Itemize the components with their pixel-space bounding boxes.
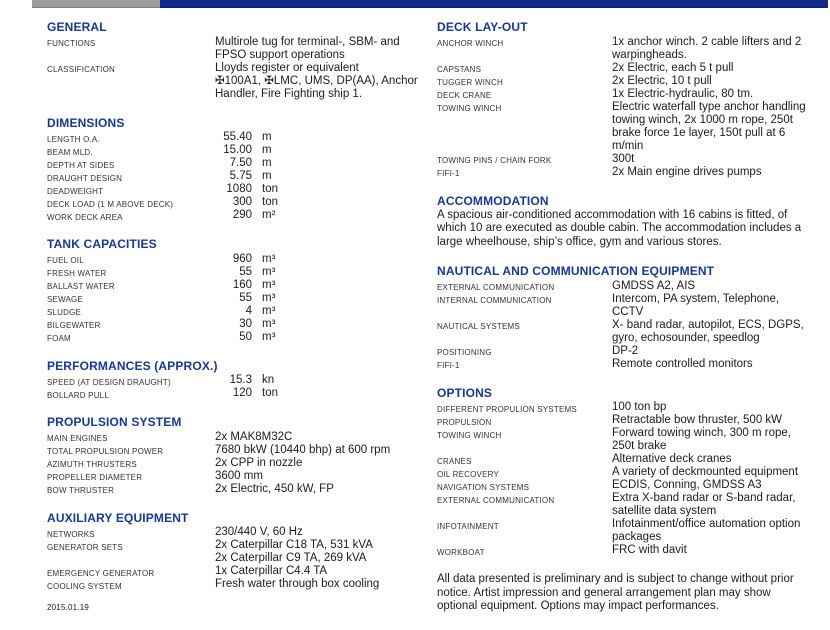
paragraph: [437, 573, 822, 613]
spec-label: INFOTAINMENT: [437, 521, 499, 531]
spec-label: SEWAGE: [47, 295, 84, 304]
spec-number: 55.40: [223, 131, 252, 143]
spec-value-line: Infotainment/office automation option: [612, 518, 801, 531]
section-title: ACCOMMODATION: [437, 193, 549, 208]
spec-label: BALLAST WATER: [47, 282, 115, 291]
spec-value: [612, 293, 779, 319]
section-title: GENERAL: [47, 20, 107, 34]
spec-row: [437, 62, 822, 75]
spec-row: [47, 157, 420, 170]
spec-row: [437, 544, 822, 557]
spec-row: [47, 387, 420, 400]
spec-number: 50: [239, 330, 252, 343]
spec-unit: m: [262, 144, 272, 156]
paragraph-line: notice. Artist impression and general arrangement plan may show: [437, 586, 771, 599]
spec-value-line: Multirole tug for terminal-, SBM- and: [215, 35, 400, 48]
spec-label: BOLLARD PULL: [47, 390, 109, 400]
spec-value-line: ✠100A1, ✠LMC, UMS, DP(AA), Anchor: [215, 74, 418, 87]
spec-value: [215, 483, 334, 496]
spec-value: [215, 36, 400, 62]
spec-value-line: 7680 bkW (10440 bhp) at 600 rpm: [215, 443, 391, 456]
spec-value: [612, 88, 753, 101]
spec-value-line: packages: [612, 531, 662, 544]
spec-row: [437, 319, 822, 345]
spec-value: [612, 36, 801, 62]
spec-value-line: Handler, Fire Fighting ship 1.: [215, 87, 363, 100]
spec-number: 5.75: [229, 170, 252, 182]
paragraph-line: All data presented is preliminary and is subject to change without prior: [437, 573, 794, 586]
section-dimensions: [47, 117, 420, 223]
spec-value: [612, 345, 638, 358]
spec-label: BOW THRUSTER: [47, 486, 115, 495]
spec-number: 55: [239, 291, 252, 304]
spec-number: 30: [239, 317, 252, 330]
spec-value: [612, 518, 800, 544]
spec-value-line: ECDIS, Conning, GMDSS A3: [612, 479, 762, 492]
spec-value-line: brake force 1e layer, 150t pull at 6: [612, 126, 786, 139]
spec-value-line: Forward towing winch, 300 m rope,: [612, 427, 791, 440]
spec-label: DECK LOAD (1 M ABOVE DECK): [47, 199, 174, 209]
spec-label: CRANES: [437, 456, 472, 466]
section-title: PROPULSION SYSTEM: [47, 415, 182, 429]
spec-value-line: 250t brake: [612, 440, 667, 453]
spec-value-line: 2x CPP in nozzle: [215, 456, 303, 469]
spec-label: AZIMUTH THRUSTERS: [47, 460, 137, 469]
spec-row: [47, 36, 420, 62]
paragraph: [437, 209, 822, 249]
spec-unit: m²: [262, 209, 276, 221]
spec-row: [47, 279, 420, 292]
spec-unit: m: [262, 157, 272, 169]
spec-unit: m³: [262, 291, 276, 304]
spec-row: [437, 293, 822, 319]
spec-row: [437, 88, 822, 101]
spec-row: [47, 565, 420, 578]
spec-value-line: 2x MAK8M32C: [215, 430, 293, 443]
spec-label: OIL RECOVERY: [437, 469, 499, 479]
spec-value-line: 1x Electric-hydraulic, 80 tm.: [612, 87, 754, 100]
spec-value: [612, 153, 634, 166]
spec-content: [47, 21, 822, 629]
spec-label: SPEED (AT DESIGN DRAUGHT): [47, 377, 171, 387]
spec-value-line: 1x Caterpillar C4.4 TA: [215, 565, 328, 577]
spec-unit: m: [262, 131, 272, 143]
spec-value-line: A variety of deckmounted equipment: [612, 466, 799, 479]
spec-value: [215, 526, 303, 539]
spec-unit: ton: [262, 196, 278, 208]
spec-row: [437, 280, 822, 293]
section-deck-lay-out: [437, 21, 822, 179]
spec-number: 960: [232, 252, 252, 265]
section-title: DIMENSIONS: [47, 115, 125, 130]
spec-value: [612, 453, 732, 466]
spec-label: DRAUGHT DESIGN: [47, 173, 123, 183]
spec-label: SLUDGE: [47, 308, 82, 317]
spec-label: ANCHOR WINCH: [437, 39, 504, 48]
spec-value: [612, 544, 687, 557]
spec-label: NETWORKS: [47, 529, 95, 539]
spec-unit: ton: [262, 387, 278, 399]
spec-value-line: 2x Electric, each 5 t pull: [612, 61, 734, 74]
spec-row: [437, 101, 822, 153]
spec-row: [437, 466, 822, 479]
paragraph-line: optional equipment. Options may impact performances.: [437, 600, 719, 613]
spec-value: [215, 62, 418, 101]
spec-row: [47, 578, 420, 591]
spec-label: DECK CRANE: [437, 91, 492, 100]
section-auxiliary-equipment: [47, 512, 420, 592]
spec-label: TOTAL PROPULSION POWER: [47, 447, 164, 456]
spec-row: [47, 483, 420, 496]
section-performances-approx: [47, 360, 420, 401]
spec-row: [437, 401, 822, 414]
section-propulsion-system: [47, 416, 420, 496]
spec-value-line: X- band radar, autopilot, ECS, DGPS,: [612, 318, 804, 331]
spec-value-line: Electric waterfall type anchor handling: [612, 100, 806, 113]
section-title: DECK LAY-OUT: [437, 20, 528, 34]
spec-value: [215, 565, 327, 578]
section-title: PERFORMANCES (APPROX.): [47, 358, 218, 373]
spec-row: [437, 414, 822, 427]
section-nautical-and-communication-equipment: [437, 265, 822, 371]
spec-label: MAIN ENGINES: [47, 434, 108, 443]
spec-label: COOLING SYSTEM: [47, 581, 122, 591]
top-bar-gray-segment: [32, 0, 160, 8]
spec-value-line: GMDSS A2, AIS: [612, 279, 696, 292]
spec-value-line: 1x anchor winch. 2 cable lifters and 2: [612, 35, 802, 48]
spec-row: [47, 526, 420, 539]
spec-row: [437, 479, 822, 492]
spec-row: [47, 131, 420, 144]
spec-number: 300: [232, 196, 252, 208]
top-accent-bar: [32, 0, 828, 8]
spec-row: [47, 144, 420, 157]
spec-label: FUNCTIONS: [47, 39, 96, 48]
spec-value: [215, 431, 292, 444]
spec-row: [437, 75, 822, 88]
spec-row: [47, 170, 420, 183]
spec-row: [47, 331, 420, 344]
spec-label: FIFI-1: [437, 169, 460, 178]
spec-label: POSITIONING: [437, 348, 492, 358]
spec-label: EXTERNAL COMMUNICATION: [437, 495, 555, 505]
spec-value: [612, 414, 782, 427]
right-column: [437, 21, 822, 629]
spec-unit: m³: [262, 278, 276, 291]
section-tank-capacities: [47, 238, 420, 344]
spec-label: TOWING WINCH: [437, 104, 502, 113]
spec-row: [47, 292, 420, 305]
spec-value: [612, 166, 762, 179]
spec-value: [215, 444, 390, 457]
spec-row: [437, 492, 822, 518]
left-column: [47, 21, 420, 629]
spec-label: FUEL OIL: [47, 256, 84, 265]
spec-value-line: warpingheads.: [612, 48, 687, 61]
spec-label: EMERGENCY GENERATOR: [47, 568, 155, 578]
spec-number: 4: [245, 304, 252, 317]
spec-value-line: CCTV: [612, 305, 644, 318]
top-bar-navy-segment: [160, 0, 828, 8]
spec-label: BEAM MLD.: [47, 147, 93, 157]
spec-row: [47, 539, 420, 565]
spec-value: [612, 75, 712, 88]
spec-row: [47, 253, 420, 266]
spec-unit: kn: [262, 374, 275, 386]
spec-value: [612, 358, 753, 371]
spec-label: CLASSIFICATION: [47, 65, 115, 74]
spec-label: PROPELLER DIAMETER: [47, 473, 143, 482]
spec-row: [47, 183, 420, 196]
spec-value-line: Lloyds register or equivalent: [215, 61, 359, 74]
spec-label: DEPTH AT SIDES: [47, 160, 115, 170]
spec-value-line: DP-2: [612, 344, 639, 357]
spec-row: [47, 196, 420, 209]
spec-value-line: FRC with davit: [612, 544, 687, 557]
spec-row: [47, 431, 420, 444]
spec-value-line: towing winch, 2x 1000 m rope, 250t: [612, 113, 793, 126]
spec-row: [47, 318, 420, 331]
spec-number: 7.50: [229, 157, 252, 169]
spec-number: 15.3: [229, 374, 252, 386]
spec-row: [47, 266, 420, 279]
spec-label: NAUTICAL SYSTEMS: [437, 322, 520, 332]
spec-row: [47, 374, 420, 387]
spec-row: [437, 453, 822, 466]
spec-value-line: 2x Caterpillar C9 TA, 269 kVA: [215, 552, 367, 564]
spec-label: INTERNAL COMMUNICATION: [437, 296, 552, 306]
spec-row: [47, 457, 420, 470]
spec-value: [612, 479, 762, 492]
spec-unit: m³: [262, 252, 276, 265]
spec-value-line: FPSO support operations: [215, 48, 345, 61]
spec-number: 1080: [226, 183, 252, 195]
spec-row: [437, 358, 822, 371]
spec-value: [612, 427, 791, 453]
spec-label: WORKBOAT: [437, 547, 485, 557]
spec-row: [437, 153, 822, 166]
spec-value-line: satellite data system: [612, 505, 717, 518]
spec-row: [47, 444, 420, 457]
spec-value: [215, 578, 379, 591]
spec-unit: m³: [262, 330, 276, 343]
spec-row: [47, 305, 420, 318]
spec-label: TUGGER WINCH: [437, 78, 503, 87]
spec-value-line: Extra X-band radar or S-band radar,: [612, 492, 796, 505]
spec-number: 120: [232, 387, 252, 399]
spec-label: PROPULSION: [437, 417, 492, 427]
spec-label: FRESH WATER: [47, 269, 107, 278]
spec-value-line: m/min: [612, 139, 644, 152]
section-title: AUXILIARY EQUIPMENT: [47, 510, 189, 525]
spec-row: [437, 427, 822, 453]
spec-value-line: Remote controlled monitors: [612, 357, 753, 370]
spec-label: FIFI-1: [437, 361, 460, 371]
spec-value: [215, 539, 373, 565]
spec-value-line: Retractable bow thruster, 500 kW: [612, 414, 783, 427]
spec-row: [47, 470, 420, 483]
spec-value-line: 100 ton bp: [612, 401, 667, 414]
section-options: [437, 387, 822, 558]
spec-number: 290: [232, 209, 252, 221]
spec-label: BILGEWATER: [47, 321, 101, 330]
spec-value: [612, 280, 695, 293]
spec-label: NAVIGATION SYSTEMS: [437, 482, 530, 492]
spec-value: [612, 466, 798, 479]
spec-label: DIFFERENT PROPULION SYSTEMS: [437, 404, 577, 414]
spec-value-line: gyro, echosounder, speedlog: [612, 331, 760, 344]
spec-label: GENERATOR SETS: [47, 542, 123, 552]
paragraph-line: large wheelhouse, ship’s office, gym and various stores.: [437, 235, 722, 248]
spec-unit: ton: [262, 183, 278, 195]
section-accommodation: [437, 195, 822, 250]
spec-unit: m³: [262, 304, 276, 317]
spec-value: [612, 101, 806, 153]
spec-value: [612, 62, 733, 75]
spec-row: [437, 36, 822, 62]
spec-value-line: 300t: [612, 152, 635, 165]
paragraph-line: which 10 are executed as double cabin. The accommodation includes a: [437, 222, 802, 235]
section-title: NAUTICAL AND COMMUNICATION EQUIPMENT: [437, 264, 715, 279]
spec-value-line: Fresh water through box cooling: [215, 578, 380, 590]
spec-value-line: Intercom, PA system, Telephone,: [612, 292, 780, 305]
spec-number: 15.00: [223, 144, 252, 156]
spec-value: [612, 492, 795, 518]
spec-value-line: 2x Main engine drives pumps: [612, 165, 762, 178]
spec-label: FOAM: [47, 334, 71, 343]
spec-value-line: Alternative deck cranes: [612, 453, 732, 466]
section-title: TANK CAPACITIES: [47, 237, 157, 251]
spec-unit: m³: [262, 317, 276, 330]
spec-row: [437, 518, 822, 544]
spec-value: [215, 470, 263, 483]
section-title: OPTIONS: [437, 385, 493, 400]
spec-number: 55: [239, 265, 252, 278]
spec-label: LENGTH O.A.: [47, 134, 100, 144]
spec-unit: m³: [262, 265, 276, 278]
spec-row: [437, 345, 822, 358]
spec-row: [47, 62, 420, 101]
issue-date: 2015.01.19: [47, 603, 90, 612]
spec-label: CAPSTANS: [437, 65, 482, 74]
spec-label: WORK DECK AREA: [47, 212, 123, 222]
spec-label: TOWING PINS / CHAIN FORK: [437, 156, 552, 165]
spec-row: [437, 166, 822, 179]
spec-label: EXTERNAL COMMUNICATION: [437, 283, 555, 293]
spec-value-line: 2x Electric, 450 kW, FP: [215, 482, 334, 495]
spec-number: 160: [232, 278, 252, 291]
section-general: [47, 21, 420, 101]
section-disclaimer: [437, 573, 822, 613]
spec-row: [47, 209, 420, 222]
spec-value-line: 230/440 V, 60 Hz: [215, 526, 303, 538]
spec-value-line: 2x Caterpillar C18 TA, 531 kVA: [215, 539, 373, 551]
spec-label: DEADWEIGHT: [47, 186, 104, 196]
spec-value-line: 3600 mm: [215, 469, 263, 482]
spec-unit: m: [262, 170, 272, 182]
spec-value-line: 2x Electric, 10 t pull: [612, 74, 712, 87]
spec-value: [215, 457, 302, 470]
spec-value: [612, 401, 666, 414]
spec-label: TOWING WINCH: [437, 430, 502, 440]
spec-value: [612, 319, 804, 345]
paragraph-line: A spacious air-conditioned accommodation with 16 cabins is fitted, of: [437, 209, 788, 221]
